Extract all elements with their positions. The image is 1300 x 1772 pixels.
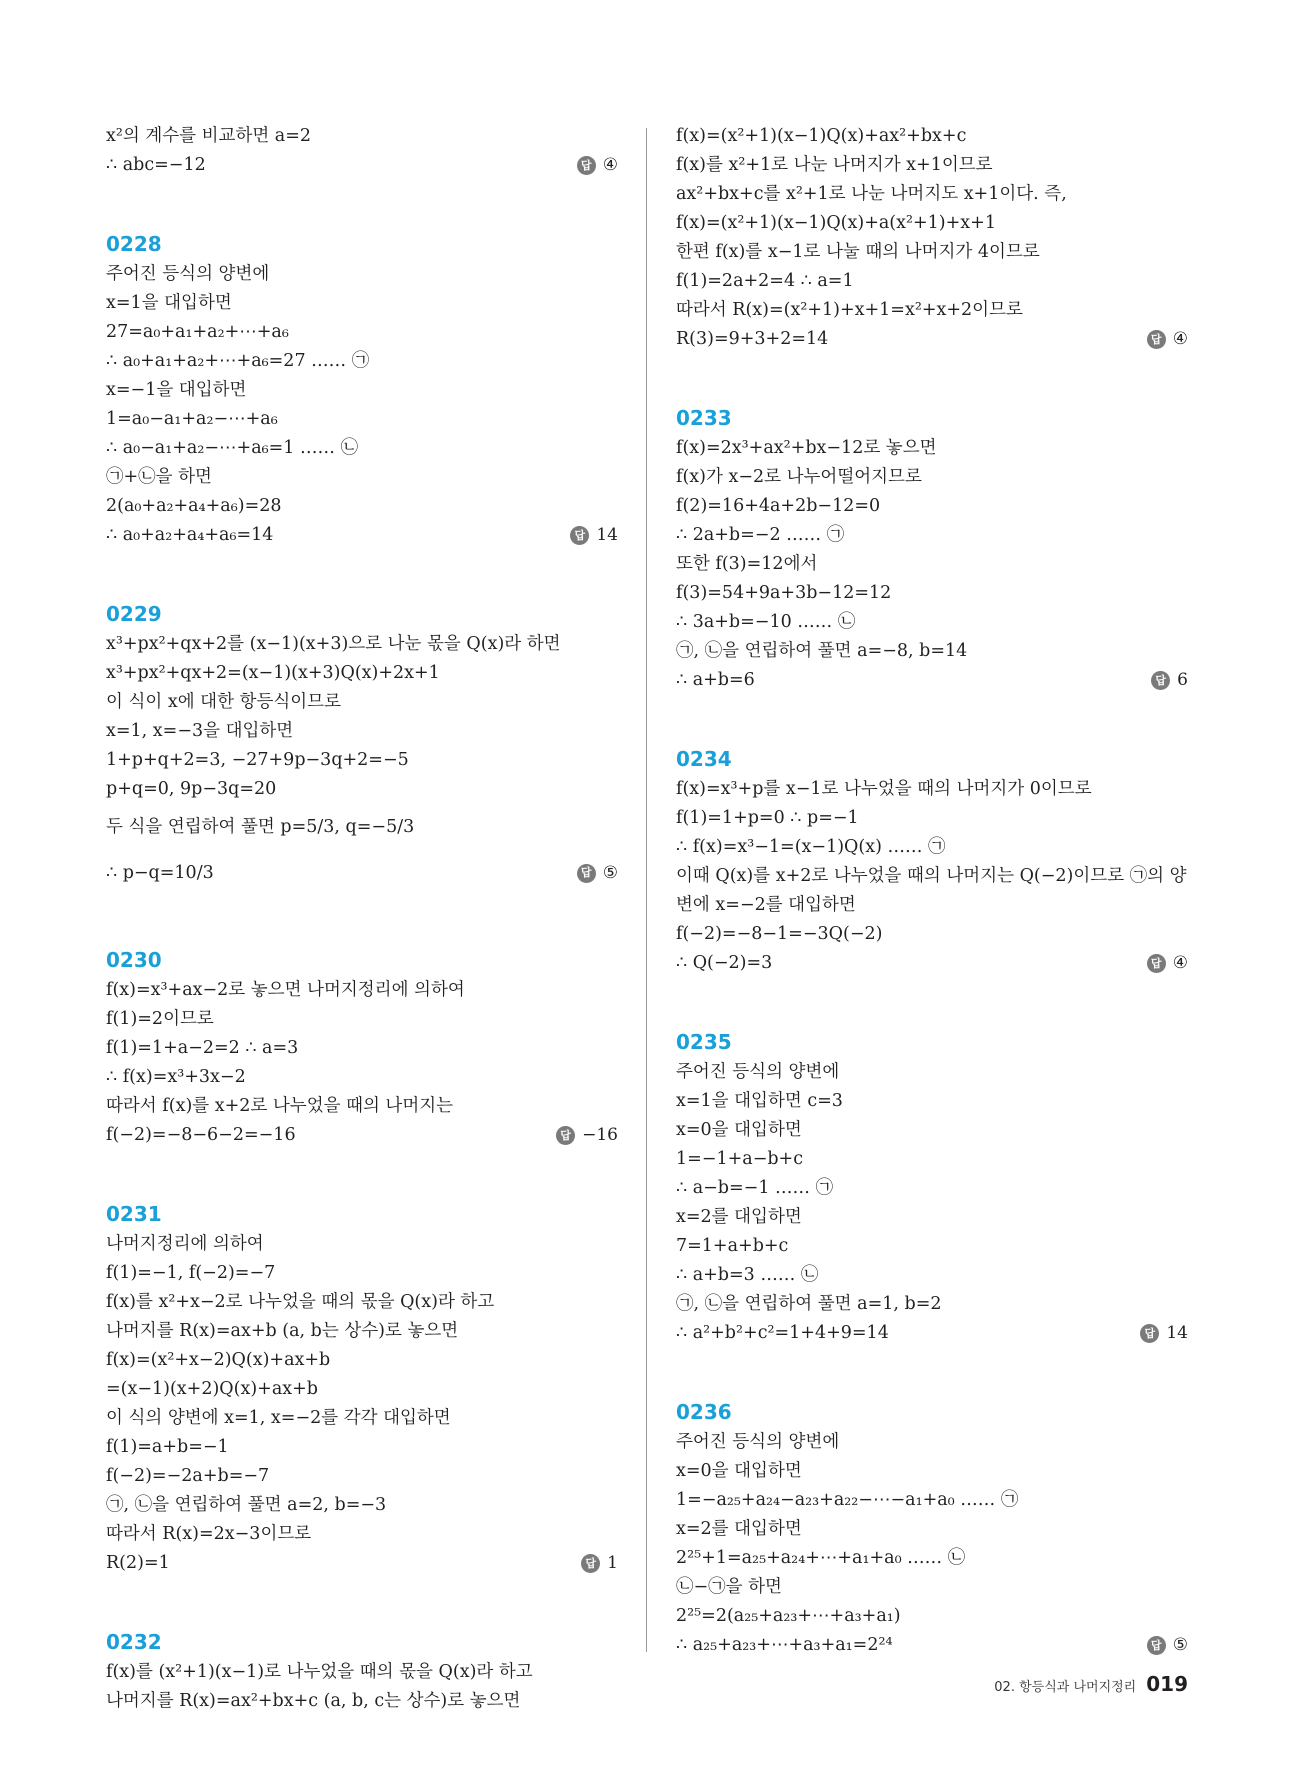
solution-text: ㉠, ㉡을 연립하여 풀면 a=−8, b=14 [676,641,968,661]
solution-text: 2(a₀+a₂+a₄+a₆)=28 [106,496,282,516]
solution-text: 1=−a₂₅+a₂₄−a₂₃+a₂₂−⋯−a₁+a₀ …… ㉠ [676,1490,1019,1510]
solution-text: x=−1을 대입하면 [106,380,247,400]
answer-value: ⑤ [1172,1635,1188,1655]
solution-line [106,492,618,521]
solution-text: f(x)를 x²+x−2로 나누었을 때의 몫을 Q(x)라 하고 [106,1292,495,1312]
page-number: 019 [1146,1672,1188,1696]
solution-line [676,1203,1188,1232]
answer-value: ④ [602,155,618,175]
solution-line [676,296,1188,325]
answer-mark [1147,1631,1188,1660]
answer-value: 14 [1166,1323,1188,1343]
solution-line [106,1346,618,1375]
problem-number: 0231 [106,1202,162,1226]
answer-mark [1140,1319,1188,1348]
answer-mark [577,850,618,896]
solution-line [676,1544,1188,1573]
solution-line [676,1515,1188,1544]
solution-text: 따라서 R(x)=2x−3이므로 [106,1524,312,1544]
answer-value: −16 [582,1125,618,1145]
solution-line [676,1457,1188,1486]
solution-text: =(x−1)(x+2)Q(x)+ax+b [106,1379,319,1399]
solution-line [676,1319,1188,1348]
solution-text: ∴ Q(−2)=3 [676,953,773,973]
solution-text: 나머지정리에 의하여 [106,1234,264,1254]
solution-text: 주어진 등식의 양변에 [106,264,270,284]
solution-text: ㉠, ㉡을 연립하여 풀면 a=1, b=2 [676,1294,942,1314]
solution-text: x=1, x=−3을 대입하면 [106,721,294,741]
solution-text: ∴ abc=−12 [106,155,206,175]
solution-text: 나머지를 R(x)=ax+b (a, b는 상수)로 놓으면 [106,1321,459,1341]
solution-text: ∴ 3a+b=−10 …… ㉡ [676,612,856,632]
solution-text: f(x)를 (x²+1)(x−1)로 나누었을 때의 몫을 Q(x)라 하고 [106,1662,533,1682]
page-footer [994,1672,1188,1696]
solution-line [106,1121,618,1150]
problem-number-heading [106,196,618,260]
solution-line [106,521,618,550]
answer-badge-icon: 답 [1147,954,1166,973]
solution-text: ㉠, ㉡을 연립하여 풀면 a=2, b=−3 [106,1495,387,1515]
solution-line [106,463,618,492]
solution-text: 2²⁵+1=a₂₅+a₂₄+⋯+a₁+a₀ …… ㉡ [676,1548,966,1568]
solution-text: 따라서 f(x)를 x+2로 나누었을 때의 나머지는 [106,1096,454,1116]
solution-line [676,862,1188,891]
solution-line [106,1288,618,1317]
solution-text: ∴ a₀−a₁+a₂−⋯+a₆=1 …… ㉡ [106,438,359,458]
solution-text: 이 식이 x에 대한 항등식이므로 [106,692,341,712]
problem-number-heading [676,994,1188,1058]
solution-text: 변에 x=−2를 대입하면 [676,895,856,915]
solution-line [106,376,618,405]
solution-text: 한편 f(x)를 x−1로 나눌 때의 나머지가 4이므로 [676,242,1040,262]
solution-text: f(1)=a+b=−1 [106,1437,229,1457]
solution-text: f(1)=2이므로 [106,1009,214,1029]
solution-line [676,1232,1188,1261]
solution-line [106,1520,618,1549]
problem-number-heading [106,912,618,976]
solution-line [106,976,618,1005]
problem-number: 0234 [676,747,732,771]
solution-text: 1=−1+a−b+c [676,1149,804,1169]
solution-text: x=0을 대입하면 [676,1120,802,1140]
solution-line [106,804,618,850]
solution-line [676,1174,1188,1203]
solution-line [106,318,618,347]
answer-mark [577,151,618,180]
problem-number-heading [676,1364,1188,1428]
right-column [676,122,1188,1660]
solution-text: f(3)=54+9a+3b−12=12 [676,583,892,603]
answer-mark [556,1121,618,1150]
solution-text: ax²+bx+c를 x²+1로 나눈 나머지도 x+1이다. 즉, [676,184,1067,204]
solution-line [676,1428,1188,1457]
solution-line [106,1462,618,1491]
solution-text: f(x)=x³+p를 x−1로 나누었을 때의 나머지가 0이므로 [676,779,1092,799]
solution-text: f(1)=1+p=0 ∴ p=−1 [676,808,859,828]
solution-line [106,1404,618,1433]
solution-text: ㉠+㉡을 하면 [106,467,212,487]
answer-mark [570,521,618,550]
left-column [106,122,618,1716]
solution-line [676,1573,1188,1602]
solution-line [676,608,1188,637]
solution-line [676,209,1188,238]
solution-text: ∴ a−b=−1 …… ㉠ [676,1178,834,1198]
solution-line [676,325,1188,354]
solution-text: f(x)를 x²+1로 나눈 나머지가 x+1이므로 [676,155,993,175]
solution-line [676,949,1188,978]
problem-number: 0236 [676,1400,732,1424]
solution-text: 두 식을 연립하여 풀면 p=5/3, q=−5/3 [106,817,415,837]
solution-text: ∴ a+b=3 …… ㉡ [676,1265,819,1285]
solution-line [106,151,618,180]
solution-line [676,1261,1188,1290]
solution-line [106,122,618,151]
solution-line [106,717,618,746]
solution-line [106,1063,618,1092]
answer-value: 6 [1177,670,1188,690]
problem-number: 0228 [106,232,162,256]
chapter-title: 02. 항등식과 나머지정리 [994,1680,1137,1695]
solution-line [676,434,1188,463]
solution-line [676,1145,1188,1174]
solution-line [676,463,1188,492]
solution-line [676,666,1188,695]
solution-text: f(x)가 x−2로 나누어떨어지므로 [676,467,922,487]
solution-line [106,630,618,659]
answer-badge-icon: 답 [570,526,589,545]
column-divider [646,128,647,1652]
solution-line [106,347,618,376]
solution-line [106,1317,618,1346]
problem-number-heading [676,370,1188,434]
solution-line [676,1087,1188,1116]
problem-number-heading [106,566,618,630]
solution-text: f(x)=(x²+1)(x−1)Q(x)+a(x²+1)+x+1 [676,213,996,233]
solution-text: 주어진 등식의 양변에 [676,1062,840,1082]
solution-text: 나머지를 R(x)=ax²+bx+c (a, b, c는 상수)로 놓으면 [106,1691,521,1711]
solution-line [676,267,1188,296]
solution-text: x³+px²+qx+2를 (x−1)(x+3)으로 나눈 몫을 Q(x)라 하면 [106,634,561,654]
solution-text: f(1)=−1, f(−2)=−7 [106,1263,276,1283]
solution-text: ∴ a₀+a₂+a₄+a₆=14 [106,525,274,545]
solution-line [676,891,1188,920]
solution-text: x=0을 대입하면 [676,1461,802,1481]
solution-text: ∴ a²+b²+c²=1+4+9=14 [676,1323,889,1343]
solution-text: f(1)=2a+2=4 ∴ a=1 [676,271,854,291]
answer-badge-icon: 답 [1151,671,1170,690]
solution-line [106,1687,618,1716]
solution-line [106,1259,618,1288]
answer-mark [1147,949,1188,978]
answer-badge-icon: 답 [581,1554,600,1573]
solution-text: 이 식의 양변에 x=1, x=−2를 각각 대입하면 [106,1408,451,1428]
solution-text: ㉡−㉠을 하면 [676,1577,782,1597]
problem-number-heading [106,1166,618,1230]
solution-line [106,405,618,434]
solution-line [676,550,1188,579]
solution-text: x=2를 대입하면 [676,1519,802,1539]
solution-line [676,1290,1188,1319]
answer-badge-icon: 답 [577,864,596,883]
problem-number-heading [676,711,1188,775]
solution-line [676,238,1188,267]
solution-text: f(−2)=−8−1=−3Q(−2) [676,924,883,944]
solution-text: f(−2)=−8−6−2=−16 [106,1125,296,1145]
solution-text: f(1)=1+a−2=2 ∴ a=3 [106,1038,299,1058]
solution-text: 또한 f(3)=12에서 [676,554,818,574]
solution-line [676,1058,1188,1087]
solution-text: 주어진 등식의 양변에 [676,1432,840,1452]
solution-line [106,688,618,717]
solution-text: ∴ 2a+b=−2 …… ㉠ [676,525,845,545]
solution-line [676,1116,1188,1145]
solution-text: f(x)=x³+ax−2로 놓으면 나머지정리에 의하여 [106,980,465,1000]
solution-line [106,434,618,463]
solution-text: R(2)=1 [106,1553,170,1573]
solution-line [106,260,618,289]
solution-text: ∴ a₂₅+a₂₃+⋯+a₃+a₁=2²⁴ [676,1635,893,1655]
solution-line [676,1602,1188,1631]
solution-text: 1+p+q+2=3, −27+9p−3q+2=−5 [106,750,409,770]
solution-text: 이때 Q(x)를 x+2로 나누었을 때의 나머지는 Q(−2)이므로 ㉠의 양 [676,866,1187,886]
solution-text: 따라서 R(x)=(x²+1)+x+1=x²+x+2이므로 [676,300,1023,320]
solution-line [106,1034,618,1063]
answer-badge-icon: 답 [1140,1324,1159,1343]
solution-line [676,804,1188,833]
solution-text: x=1을 대입하면 [106,293,232,313]
answer-badge-icon: 답 [577,156,596,175]
solution-text: f(−2)=−2a+b=−7 [106,1466,270,1486]
problem-number-heading [106,1594,618,1658]
solution-text: ∴ f(x)=x³+3x−2 [106,1067,246,1087]
solution-line [106,1491,618,1520]
solution-text: 2²⁵=2(a₂₅+a₂₃+⋯+a₃+a₁) [676,1606,901,1626]
answer-mark [1147,325,1188,354]
solution-text: R(3)=9+3+2=14 [676,329,829,349]
solution-line [676,833,1188,862]
solution-line [676,637,1188,666]
answer-value: ④ [1172,953,1188,973]
answer-value: 14 [596,525,618,545]
solution-text: ∴ a₀+a₁+a₂+⋯+a₆=27 …… ㉠ [106,351,370,371]
solution-line [676,151,1188,180]
solution-text: x²의 계수를 비교하면 a=2 [106,126,312,146]
solution-text: 27=a₀+a₁+a₂+⋯+a₆ [106,322,289,342]
answer-badge-icon: 답 [556,1126,575,1145]
solution-line [676,492,1188,521]
problem-number: 0233 [676,406,732,430]
solution-line [106,850,618,896]
solution-line [106,1005,618,1034]
solution-line [676,1631,1188,1660]
solution-text: ∴ p−q=10/3 [106,863,214,883]
problem-number: 0235 [676,1030,732,1054]
solution-text: 7=1+a+b+c [676,1236,789,1256]
solution-text: ∴ f(x)=x³−1=(x−1)Q(x) …… ㉠ [676,837,946,857]
answer-badge-icon: 답 [1147,1636,1166,1655]
solution-line [676,920,1188,949]
solution-line [106,1658,618,1687]
answer-value: 1 [607,1553,618,1573]
solution-line [676,180,1188,209]
answer-value: ④ [1172,329,1188,349]
solution-line [106,746,618,775]
answer-badge-icon: 답 [1147,330,1166,349]
solution-line [676,775,1188,804]
solution-text: f(x)=(x²+1)(x−1)Q(x)+ax²+bx+c [676,126,967,146]
solution-line [676,579,1188,608]
solution-text: f(2)=16+4a+2b−12=0 [676,496,881,516]
solution-line [676,1486,1188,1515]
problem-number: 0229 [106,602,162,626]
answer-value: ⑤ [602,863,618,883]
solution-line [106,1549,618,1578]
solution-line [676,521,1188,550]
solution-line [106,1092,618,1121]
solution-text: x=2를 대입하면 [676,1207,802,1227]
solution-line [106,289,618,318]
answer-mark [1151,666,1188,695]
solution-line [106,1375,618,1404]
problem-number: 0232 [106,1630,162,1654]
solution-text: 1=a₀−a₁+a₂−⋯+a₆ [106,409,278,429]
solution-line [106,659,618,688]
solution-text: x=1을 대입하면 c=3 [676,1091,843,1111]
solution-line [106,775,618,804]
solution-line [676,122,1188,151]
solution-text: x³+px²+qx+2=(x−1)(x+3)Q(x)+2x+1 [106,663,440,683]
answer-mark [581,1549,618,1578]
solution-text: p+q=0, 9p−3q=20 [106,779,277,799]
solution-text: ∴ a+b=6 [676,670,755,690]
solution-text: f(x)=2x³+ax²+bx−12로 놓으면 [676,438,937,458]
solution-text: f(x)=(x²+x−2)Q(x)+ax+b [106,1350,331,1370]
problem-number: 0230 [106,948,162,972]
solution-line [106,1433,618,1462]
solution-line [106,1230,618,1259]
